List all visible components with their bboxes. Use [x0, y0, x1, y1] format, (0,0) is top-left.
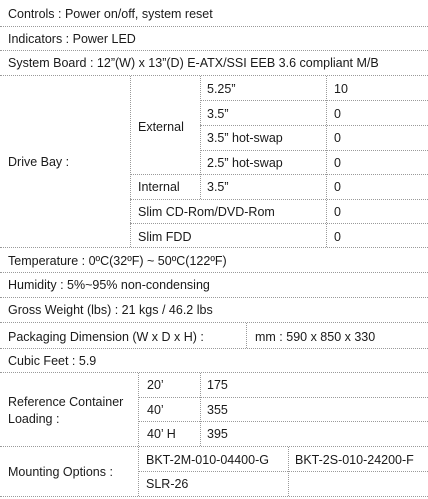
container-block — [0, 373, 428, 447]
drive-row-divider — [200, 100, 428, 101]
container-label-line1: Reference Container — [8, 395, 124, 409]
mounting-option: BKT-2M-010-04400-G — [146, 453, 269, 467]
drive-bay-divider — [130, 76, 131, 247]
drive-row-divider — [130, 223, 428, 224]
container-size-cell: 40’ — [147, 403, 164, 417]
container-row-divider — [138, 421, 428, 422]
humidity-text: Humidity : 5%~95% non-condensing — [8, 278, 210, 292]
container-divider — [138, 373, 139, 446]
gross-weight-text: Gross Weight (lbs) : 21 kgs / 46.2 lbs — [8, 303, 213, 317]
slim-type-cell: Slim CD-Rom/DVD-Rom — [138, 205, 275, 219]
container-size-cell: 20’ — [147, 378, 164, 392]
mounting-option: SLR-26 — [146, 477, 189, 491]
mounting-block — [0, 447, 428, 497]
container-size-cell: 40’ H — [147, 427, 176, 441]
mounting-label: Mounting Options : — [8, 465, 113, 479]
gross-weight-row — [0, 298, 428, 323]
system-board-row — [0, 51, 428, 76]
drive-count-cell: 0 — [334, 156, 341, 170]
cubic-feet-row — [0, 349, 428, 373]
slim-count-cell: 0 — [334, 205, 341, 219]
controls-row — [0, 0, 428, 27]
temperature-text: Temperature : 0ºC(32ºF) ~ 50ºC(122ºF) — [8, 254, 227, 268]
drive-row-divider — [130, 174, 428, 175]
controls-text: Controls : Power on/off, system reset — [8, 7, 213, 21]
indicators-row — [0, 27, 428, 51]
drive-type-cell: 3.5” — [207, 107, 229, 121]
drive-type-cell: 3.5” — [207, 180, 229, 194]
drive-bay-block — [0, 76, 428, 248]
indicators-text: Indicators : Power LED — [8, 32, 136, 46]
drive-type-cell: 5.25” — [207, 82, 236, 96]
drive-type-cell: 2.5” hot-swap — [207, 156, 283, 170]
drive-row-divider — [200, 150, 428, 151]
container-row-divider — [138, 397, 428, 398]
container-label-line2: Loading : — [8, 412, 60, 426]
drive-count-cell: 0 — [334, 131, 341, 145]
drive-count-cell: 0 — [334, 180, 341, 194]
system-board-text: System Board : 12”(W) x 13”(D) E-ATX/SSI EEB 3.6 compliant M/B — [8, 56, 379, 70]
internal-label: Internal — [138, 180, 180, 194]
humidity-row — [0, 273, 428, 298]
drive-count-cell: 10 — [334, 82, 348, 96]
container-qty-cell: 355 — [207, 403, 228, 417]
slim-count-cell: 0 — [334, 230, 341, 244]
drive-type-divider — [200, 76, 201, 199]
cubic-feet-text: Cubic Feet : 5.9 — [8, 354, 97, 368]
drive-count-divider — [326, 76, 327, 247]
mounting-row-divider — [138, 471, 428, 472]
container-size-divider — [200, 373, 201, 446]
packaging-label: Packaging Dimension (W x D x H) : — [8, 330, 204, 344]
packaging-row — [0, 323, 428, 349]
temperature-row — [0, 248, 428, 273]
container-qty-cell: 175 — [207, 378, 228, 392]
drive-row-divider — [200, 125, 428, 126]
mounting-option: BKT-2S-010-24200-F — [295, 453, 414, 467]
container-qty-cell: 395 — [207, 427, 228, 441]
drive-row-divider — [130, 199, 428, 200]
drive-type-cell: 3.5” hot-swap — [207, 131, 283, 145]
drive-bay-label: Drive Bay : — [8, 155, 70, 169]
drive-count-cell: 0 — [334, 107, 341, 121]
slim-type-cell: Slim FDD — [138, 230, 192, 244]
packaging-divider — [246, 323, 247, 348]
packaging-value: mm : 590 x 850 x 330 — [255, 330, 376, 344]
external-label: External — [138, 120, 184, 134]
